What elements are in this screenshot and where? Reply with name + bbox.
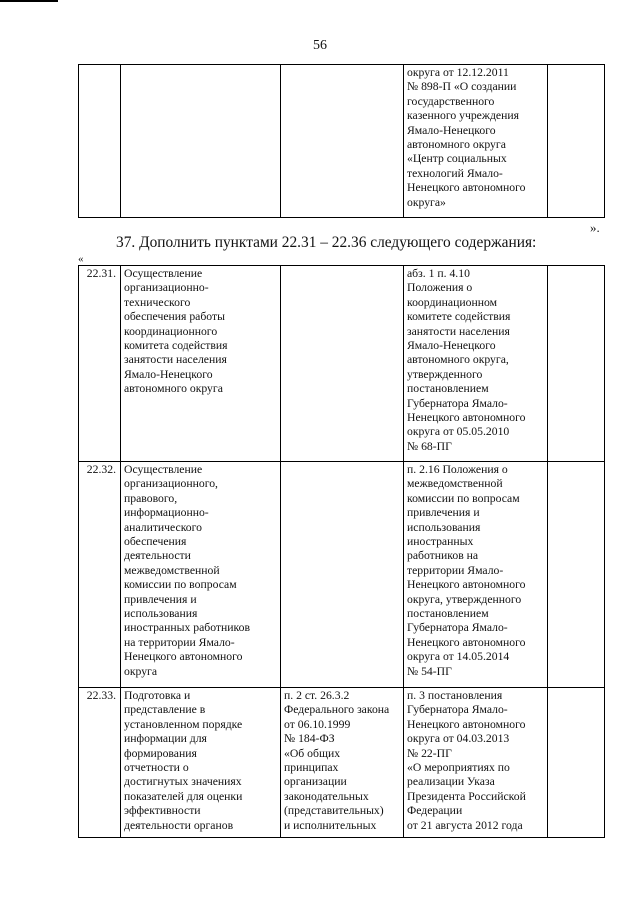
row-number-cell: 22.31.	[79, 266, 121, 462]
closing-quote: ».	[590, 220, 600, 235]
functions-table	[78, 265, 605, 838]
table-row	[79, 266, 605, 462]
row-number-cell: 22.33.	[79, 688, 121, 838]
extra-cell	[548, 688, 605, 838]
activity-cell: Подготовка и представление в установленном порядке информации для формирования отчетности о достигнутых значениях показателей для оценки эффективности деятельности органов	[121, 688, 281, 838]
activity-cell	[121, 65, 281, 218]
regional-act-cell: округа от 12.12.2011 № 898-П «О создании государственного казенного учреждения Ямало-Ненецкого автономного округа «Центр социальных технологий Ямало- Ненецкого автономного округа»	[404, 65, 548, 218]
table-row	[79, 65, 605, 218]
table-row	[79, 688, 605, 838]
federal-law-cell	[281, 266, 404, 462]
corner-scan-mark	[0, 0, 58, 2]
row-number-cell: 22.32.	[79, 462, 121, 688]
federal-law-cell	[281, 65, 404, 218]
amendment-heading: 37. Дополнить пунктами 22.31 – 22.36 следующего содержания:	[116, 234, 537, 251]
page-number: 56	[313, 38, 327, 53]
regional-act-cell: п. 2.16 Положения о межведомственной комиссии по вопросам привлечения и использования иностранных работников на территории Ямало- Ненецкого автономного округа, утвержденного постановлением Губернатора Ямало- Ненецкого автономного округа от 14.05.2014 № 54-ПГ	[404, 462, 548, 688]
activity-cell: Осуществление организационного, правового, информационно- аналитического обеспечения деятельности межведомственной комиссии по вопросам привлечения и использования иностранных работников на территории Ямало- Ненецкого автономного округа	[121, 462, 281, 688]
extra-cell	[548, 266, 605, 462]
regional-act-cell: абз. 1 п. 4.10 Положения о координационном комитете содействия занятости населения Ямало-Ненецкого автономного округа, утвержденного постановлением Губернатора Ямало- Ненецкого автономного округа от 05.05.2010 № 68-ПГ	[404, 266, 548, 462]
row-number-cell	[79, 65, 121, 218]
federal-law-cell: п. 2 ст. 26.3.2 Федерального закона от 06.10.1999 № 184-ФЗ «Об общих принципах организации законодательных (представительных) и исполнительных	[281, 688, 404, 838]
extra-cell	[548, 462, 605, 688]
opening-quote: «	[78, 253, 84, 265]
extra-cell	[548, 65, 605, 218]
regional-act-cell: п. 3 постановления Губернатора Ямало- Ненецкого автономного округа от 04.03.2013 № 22-ПГ «О мероприятиях по реализации Указа Президента Российской Федерации от 21 августа 2012 года	[404, 688, 548, 838]
federal-law-cell	[281, 462, 404, 688]
continued-table	[78, 64, 605, 218]
table-row	[79, 462, 605, 688]
activity-cell: Осуществление организационно- технического обеспечения работы координационного комитета содействия занятости населения Ямало-Ненецкого автономного округа	[121, 266, 281, 462]
